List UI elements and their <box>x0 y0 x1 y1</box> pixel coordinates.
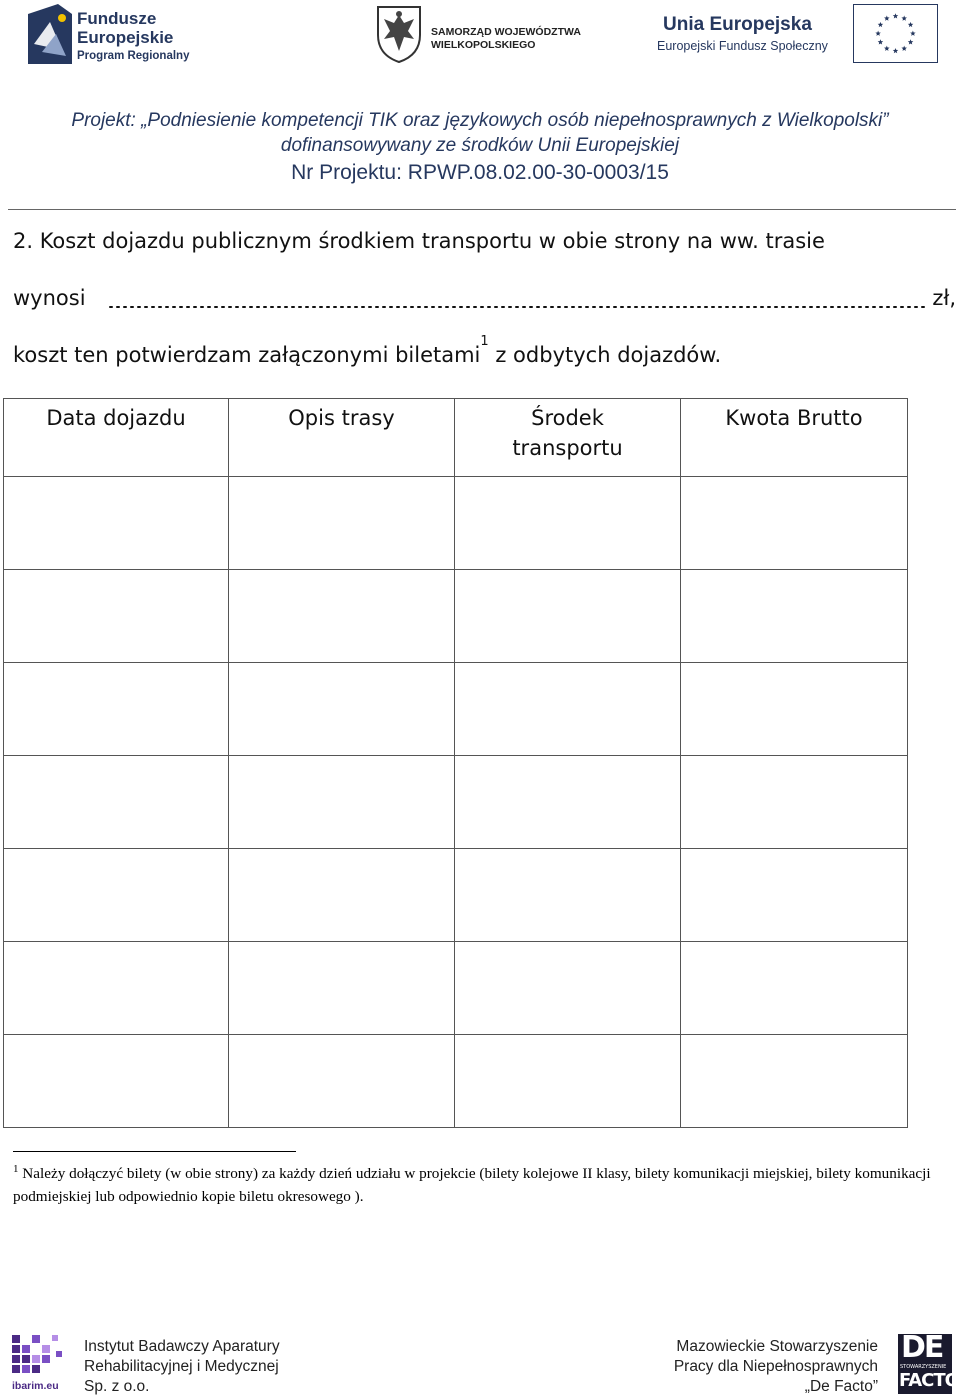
wlkp-logo-line2: WIELKOPOLSKIEGO <box>431 39 536 51</box>
cell-amount[interactable] <box>681 1035 908 1128</box>
footnote-reference: 1 <box>480 334 489 349</box>
de-facto-logo-bottom: FACTO <box>899 1370 959 1391</box>
eu-star-icon <box>875 31 881 36</box>
eu-star-icon <box>884 46 890 51</box>
eu-star-icon <box>893 48 899 53</box>
fundusze-europejskie-logo <box>28 4 198 68</box>
header-divider <box>8 209 956 210</box>
msn-line2: Pracy dla Niepełnosprawnych <box>673 1358 878 1375</box>
msn-line3: „De Facto” <box>804 1378 878 1395</box>
project-funding: dofinansowywany ze środków Unii Europejskiej <box>280 135 680 156</box>
ibarim-label: ibarim.eu <box>12 1380 59 1392</box>
table-row <box>4 756 908 849</box>
ue-logo-line2: Europejski Fundusz Społeczny <box>657 39 828 53</box>
cell-transport[interactable] <box>455 570 681 663</box>
currency-label: zł, <box>932 286 956 310</box>
cell-amount[interactable] <box>681 849 908 942</box>
eu-star-icon <box>893 13 899 18</box>
cost-statement-line1: 2. Koszt dojazdu publicznym środkiem transportu w obie strony na ww. trasie <box>13 229 825 253</box>
cell-date[interactable] <box>4 477 229 570</box>
ibarim-logo <box>12 1335 64 1393</box>
tickets-text: koszt ten potwierdzam załączonymi biletami <box>13 343 481 367</box>
eu-star-icon <box>878 22 884 27</box>
cell-route[interactable] <box>229 570 455 663</box>
cell-amount[interactable] <box>681 570 908 663</box>
eu-star-icon <box>901 16 907 21</box>
cost-statement-line2 <box>13 286 956 310</box>
ibr-organization <box>84 1337 280 1397</box>
project-number: Nr Projektu: RPWP.08.02.00-30-0003/15 <box>291 161 669 184</box>
cell-route[interactable] <box>229 756 455 849</box>
fe-logo-line3: Program Regionalny <box>77 50 190 62</box>
cell-date[interactable] <box>4 942 229 1035</box>
wynosi-label: wynosi <box>13 286 86 310</box>
footnote-text: Należy dołączyć bilety (w obie strony) za każdy dzień udziału w projekcie (bilety kolejowe II klasy, bilety komunikacji miejskiej, bilety komunikacji podmiejskiej lub odpowiednio kopie biletu okresowego ). <box>13 1165 931 1205</box>
ue-logo-line1: Unia Europejska <box>663 14 812 35</box>
footnote <box>13 1163 958 1208</box>
eu-star-icon <box>910 31 916 36</box>
fe-logo-line2: Europejskie <box>77 28 174 47</box>
unia-europejska-logo <box>655 4 940 64</box>
table-row <box>4 663 908 756</box>
column-header-transport-label: Środek transportu <box>512 406 623 460</box>
cell-date[interactable] <box>4 663 229 756</box>
cell-transport[interactable] <box>455 756 681 849</box>
trips-table <box>3 398 908 1128</box>
eu-star-icon <box>878 39 884 44</box>
msn-organization <box>674 1337 878 1397</box>
amount-fill-in-field[interactable] <box>108 286 928 312</box>
cell-amount[interactable] <box>681 663 908 756</box>
cell-date[interactable] <box>4 570 229 663</box>
eagle-crest-icon <box>374 5 424 63</box>
cell-date[interactable] <box>4 849 229 942</box>
table-row <box>4 477 908 570</box>
samorzad-wielkopolski-logo <box>374 5 584 65</box>
eu-flag-icon <box>853 4 938 63</box>
cell-route[interactable] <box>229 1035 455 1128</box>
de-facto-logo-mid: STOWARZYSZENIE <box>900 1364 947 1370</box>
ibr-line2: Rehabilitacyjnej i Medycznej <box>84 1358 279 1375</box>
cost-statement-line3 <box>13 334 722 367</box>
eu-star-icon <box>901 46 907 51</box>
eu-star-icon <box>908 39 914 44</box>
project-title: Projekt: „Podniesienie kompetencji TIK oraz językowych osób niepełnosprawnych z Wielkopolski” <box>71 110 889 131</box>
eu-star-icon <box>908 22 914 27</box>
cell-transport[interactable] <box>455 1035 681 1128</box>
table-row <box>4 570 908 663</box>
cell-amount[interactable] <box>681 477 908 570</box>
cell-transport[interactable] <box>455 477 681 570</box>
msn-line1: Mazowieckie Stowarzyszenie <box>676 1338 878 1355</box>
de-facto-logo-top: DE <box>901 1330 943 1365</box>
cell-date[interactable] <box>4 756 229 849</box>
cell-route[interactable] <box>229 942 455 1035</box>
ibr-line1: Instytut Badawczy Aparatury <box>84 1338 280 1355</box>
fe-logo-line1: Fundusze <box>77 9 157 28</box>
column-header-transport <box>455 399 681 477</box>
footnote-divider <box>13 1151 296 1152</box>
cell-amount[interactable] <box>681 756 908 849</box>
cell-date[interactable] <box>4 1035 229 1128</box>
column-header-amount: Kwota Brutto <box>681 399 908 477</box>
fundusze-europejskie-emblem-icon <box>28 4 72 64</box>
table-header-row <box>4 399 908 477</box>
eu-star-icon <box>884 16 890 21</box>
cell-transport[interactable] <box>455 663 681 756</box>
cell-amount[interactable] <box>681 942 908 1035</box>
cell-transport[interactable] <box>455 849 681 942</box>
ibarim-pixel-mark-icon <box>12 1335 64 1377</box>
table-row <box>4 1035 908 1128</box>
project-header <box>0 108 960 188</box>
cell-route[interactable] <box>229 663 455 756</box>
column-header-date: Data dojazdu <box>4 399 229 477</box>
table-row <box>4 849 908 942</box>
tickets-text-end: z odbytych dojazdów. <box>488 343 722 367</box>
cell-route[interactable] <box>229 849 455 942</box>
ibr-line3: Sp. z o.o. <box>84 1378 150 1395</box>
cell-transport[interactable] <box>455 942 681 1035</box>
table-row <box>4 942 908 1035</box>
cell-route[interactable] <box>229 477 455 570</box>
wlkp-logo-line1: SAMORZĄD WOJEWÓDZTWA <box>431 26 581 38</box>
column-header-route: Opis trasy <box>229 399 455 477</box>
footnote-marker: 1 <box>13 1163 19 1175</box>
de-facto-logo <box>898 1330 959 1394</box>
